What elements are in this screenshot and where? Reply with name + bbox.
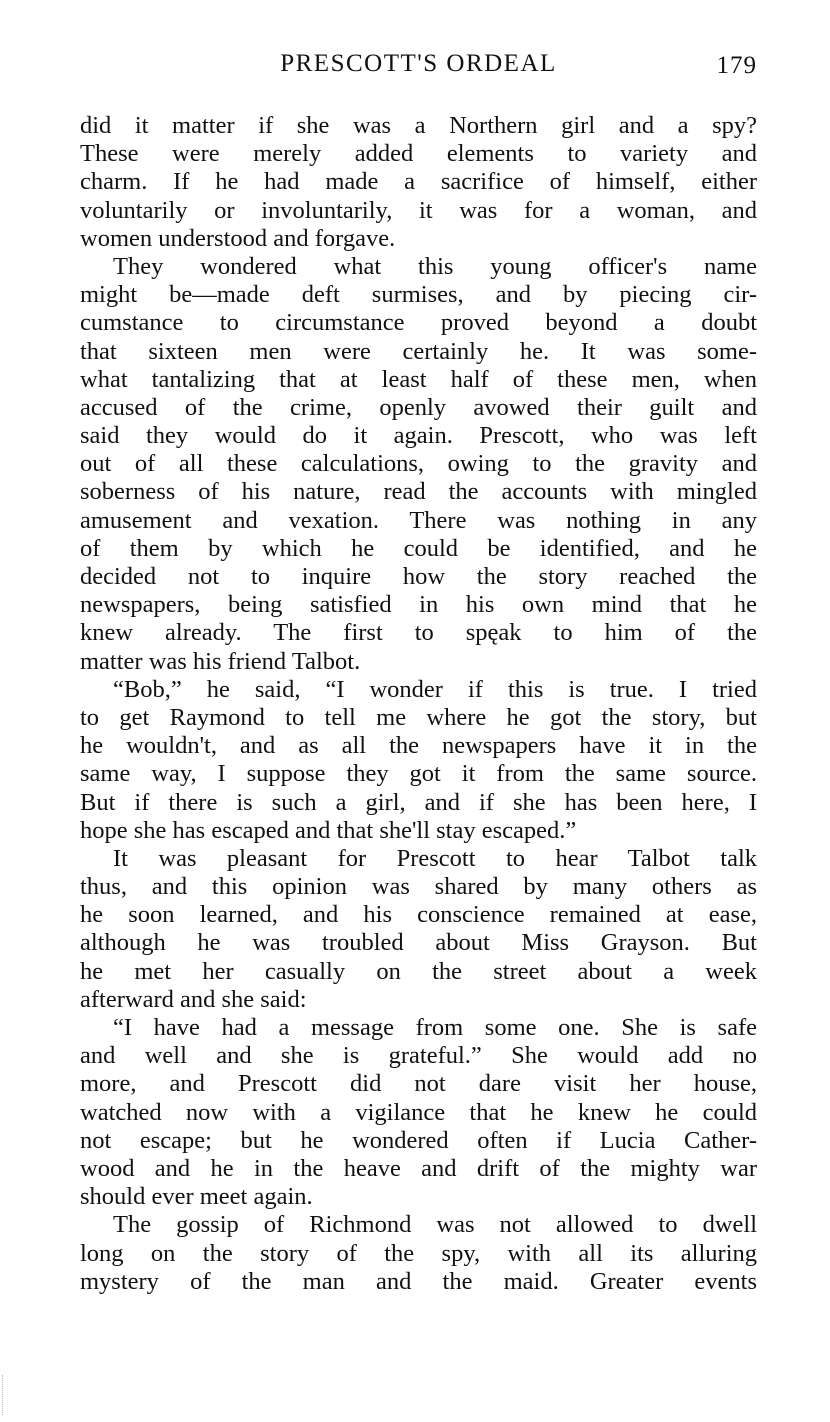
text-line: he wouldn't, and as all the newspapers have it in the [80,732,757,760]
text-line: to get Raymond to tell me where he got the story, but [80,703,757,731]
text-line: But if there is such a girl, and if she has been here, I [80,788,757,816]
running-head [80,48,757,84]
running-title: PRESCOTT'S ORDEAL [280,50,557,77]
text-line: although he was troubled about Miss Grayson. But [80,929,757,957]
text-line: charm. If he had made a sacrifice of himself, either [80,168,757,196]
text-line: accused of the crime, openly avowed their guilt and [80,393,757,421]
text-line: amusement and vexation. There was nothing in any [80,506,757,534]
text-line: hope she has escaped and that she'll stay escaped.” [80,816,577,844]
text-line: did it matter if she was a Northern girl and a spy? [80,112,757,139]
text-line: he soon learned, and his conscience remained at ease, [80,901,757,929]
text-line: afterward and she said: [80,985,307,1013]
text-line: voluntarily or involuntarily, it was for a woman, and [80,196,757,224]
text-line: of them by which he could be identified, and he [80,534,757,562]
text-line: mystery of the man and the maid. Greater events [80,1267,757,1295]
text-line: same way, I suppose they got it from the same source. [80,760,757,788]
text-line: said they would do it again. Prescott, who was left [80,422,757,450]
text-line: thus, and this opinion was shared by many others as [80,873,757,901]
text-line: and well and she is grateful.” She would add no [80,1042,757,1070]
text-line: cumstance to circumstance proved beyond a doubt [80,309,757,337]
text-line: It was pleasant for Prescott to hear Talbot talk [113,844,757,872]
text-line: that sixteen men were certainly he. It was some- [80,337,757,365]
text-line: These were merely added elements to variety and [80,140,757,168]
text-line: newspapers, being satisfied in his own mind that he [80,591,757,619]
text-line: soberness of his nature, read the accounts with mingled [80,478,757,506]
text-line: out of all these calculations, owing to the gravity and [80,450,757,478]
text-line: might be—made deft surmises, and by piecing cir- [80,281,757,309]
text-line: he met her casually on the street about a week [80,957,757,985]
page-number: 179 [716,52,757,79]
text-line: “Bob,” he said, “I wonder if this is true. I tried [113,675,757,703]
text-line: decided not to inquire how the story reached the [80,563,757,590]
text-line: more, and Prescott did not dare visit her house, [80,1070,757,1098]
scan-margin-mark [2,1375,5,1415]
text-line: watched now with a vigilance that he knew he could [80,1098,757,1126]
text-line: The gossip of Richmond was not allowed to dwell [113,1211,757,1239]
body-text [80,112,757,1296]
text-line: not escape; but he wondered often if Lucia Cather- [80,1126,757,1154]
text-line: matter was his friend Talbot. [80,647,361,675]
text-line: long on the story of the spy, with all its alluring [80,1239,757,1267]
text-line: wood and he in the heave and drift of the mighty war [80,1154,757,1182]
text-line: what tantalizing that at least half of these men, when [80,365,757,393]
text-line: should ever meet again. [80,1183,313,1211]
text-line: “I have had a message from some one. She is safe [113,1014,757,1041]
text-line: They wondered what this young officer's name [113,252,757,280]
text-line: women understood and forgave. [80,224,396,252]
text-line: knew already. The first to spęak to him of the [80,619,757,647]
